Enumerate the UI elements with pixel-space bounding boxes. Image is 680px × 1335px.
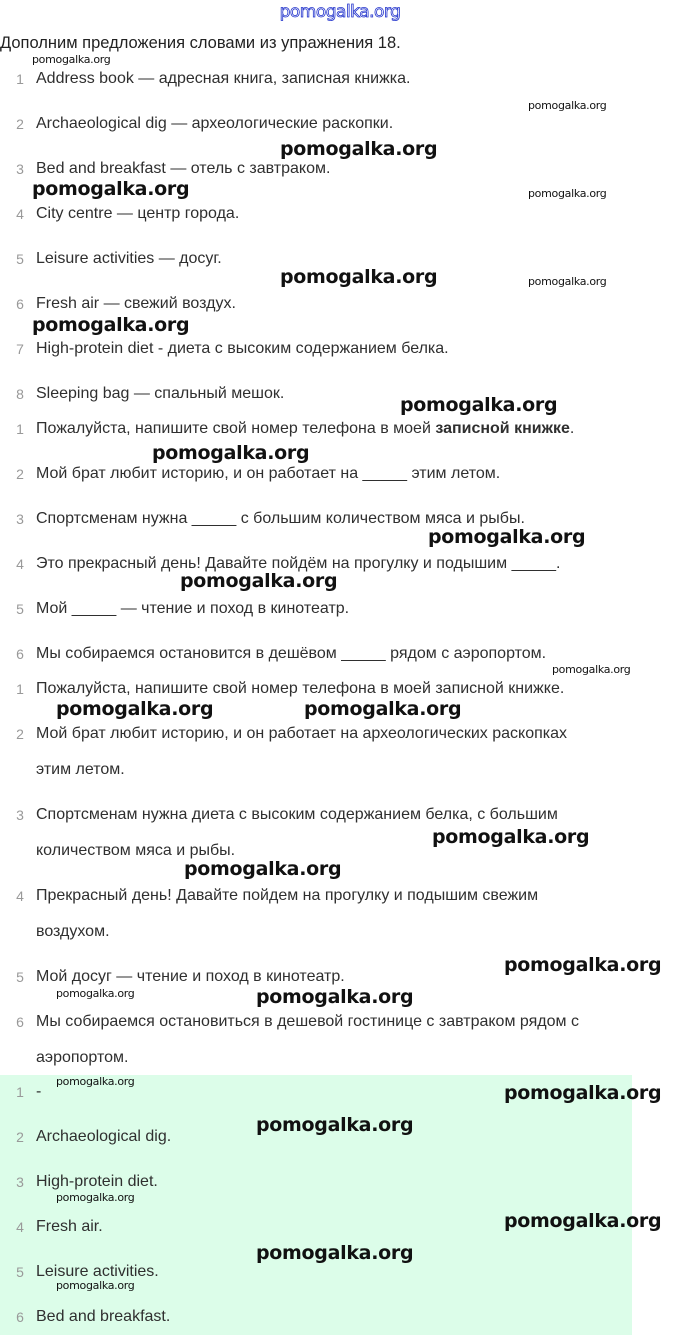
item-text: Archaeological dig. xyxy=(36,1128,172,1145)
item-number: 5 xyxy=(16,969,24,985)
item-text-end: . xyxy=(569,420,575,437)
item-text: Мой _____ — чтение и поход в кинотеатр. xyxy=(36,600,350,617)
watermark: pomogalka.org xyxy=(432,826,590,848)
watermark: pomogalka.org xyxy=(56,698,214,720)
item-number: 7 xyxy=(16,341,24,357)
item-number: 1 xyxy=(16,681,24,697)
watermark: pomogalka.org xyxy=(528,187,607,200)
item-text: - xyxy=(36,1083,42,1100)
watermark: pomogalka.org xyxy=(56,1279,135,1292)
item-text: Пожалуйста, напишите свой номер телефона в моей записной книжке. xyxy=(36,680,565,697)
item-number: 8 xyxy=(16,386,24,402)
item-number: 4 xyxy=(16,556,24,572)
watermark: pomogalka.org xyxy=(152,442,310,464)
site-logo[interactable]: pomogalka.org xyxy=(279,2,401,22)
item-text: Спортсменам нужна диета с высоким содержанием белка, с большим количеством мяса и рыбы. xyxy=(36,806,558,859)
item-text: Мы собираемся остановится в дешёвом _____ рядом с аэропортом. xyxy=(36,645,547,662)
item-number: 2 xyxy=(16,1129,24,1145)
item-text: Прекрасный день! Давайте пойдем на прогулку и подышим свежим воздухом. xyxy=(36,887,539,940)
watermark: pomogalka.org xyxy=(184,858,342,880)
item-text: Это прекрасный день! Давайте пойдём на прогулку и подышим _____. xyxy=(36,555,561,572)
item-text: Bed and breakfast. xyxy=(36,1308,171,1325)
item-number: 5 xyxy=(16,601,24,617)
item-text-start: Пожалуйста, напишите свой номер телефона в моей xyxy=(36,420,436,437)
item-number: 2 xyxy=(16,466,24,482)
watermark: pomogalka.org xyxy=(56,1075,135,1088)
item-number: 4 xyxy=(16,888,24,904)
watermark: pomogalka.org xyxy=(32,314,190,336)
item-number: 1 xyxy=(16,71,24,87)
item-text: Archaeological dig — археологические раскопки. xyxy=(36,115,394,132)
item-number: 3 xyxy=(16,1174,24,1190)
watermark: pomogalka.org xyxy=(280,266,438,288)
item-text: Fresh air — свежий воздух. xyxy=(36,295,236,312)
watermark: pomogalka.org xyxy=(32,53,111,66)
item-number: 6 xyxy=(16,646,24,662)
item-number: 6 xyxy=(16,1014,24,1030)
item-number: 4 xyxy=(16,1219,24,1235)
item-number: 6 xyxy=(16,1309,24,1325)
watermark: pomogalka.org xyxy=(400,394,558,416)
item-number: 4 xyxy=(16,206,24,222)
watermark: pomogalka.org xyxy=(504,954,662,976)
watermark: pomogalka.org xyxy=(256,986,414,1008)
item-number: 1 xyxy=(16,1084,24,1100)
item-number: 3 xyxy=(16,511,24,527)
watermark: pomogalka.org xyxy=(256,1242,414,1264)
item-number: 5 xyxy=(16,251,24,267)
item-number: 6 xyxy=(16,296,24,312)
task-heading: Дополним предложения словами из упражнения 18. xyxy=(0,34,401,52)
watermark: pomogalka.org xyxy=(256,1114,414,1136)
watermark: pomogalka.org xyxy=(304,698,462,720)
watermark: pomogalka.org xyxy=(180,570,338,592)
item-number: 1 xyxy=(16,421,24,437)
item-text-bold: записной книжке xyxy=(435,420,570,437)
watermark: pomogalka.org xyxy=(528,99,607,112)
watermark: pomogalka.org xyxy=(32,178,190,200)
watermark: pomogalka.org xyxy=(56,987,135,1000)
item-text: Fresh air. xyxy=(36,1218,103,1235)
item-text: High-protein diet. xyxy=(36,1173,158,1190)
item-number: 2 xyxy=(16,116,24,132)
item-text: Мой досуг — чтение и поход в кинотеатр. xyxy=(36,968,345,985)
item-text: City centre — центр города. xyxy=(36,205,240,222)
item-text: Bed and breakfast — отель с завтраком. xyxy=(36,160,331,177)
item-text: Спортсменам нужна _____ с большим количеством мяса и рыбы. xyxy=(36,510,525,527)
watermark: pomogalka.org xyxy=(56,1191,135,1204)
item-text: Мой брат любит историю, и он работает на _____ этим летом. xyxy=(36,465,501,482)
item-text: Leisure activities. xyxy=(36,1263,159,1280)
item-text: Мой брат любит историю, и он работает на археологических раскопках этим летом. xyxy=(36,725,568,778)
watermark: pomogalka.org xyxy=(552,663,631,676)
item-text: Мы собираемся остановиться в дешевой гостинице с завтраком рядом с аэропортом. xyxy=(36,1013,579,1066)
watermark: pomogalka.org xyxy=(504,1210,662,1232)
watermark: pomogalka.org xyxy=(504,1082,662,1104)
item-text xyxy=(36,411,676,447)
item-number: 3 xyxy=(16,161,24,177)
item-number: 5 xyxy=(16,1264,24,1280)
watermark: pomogalka.org xyxy=(428,526,586,548)
item-text: Address book — адресная книга, записная книжка. xyxy=(36,70,411,87)
item-text: High-protein diet - диета с высоким содержанием белка. xyxy=(36,340,449,357)
item-text: Leisure activities — досуг. xyxy=(36,250,222,267)
item-text: Sleeping bag — спальный мешок. xyxy=(36,385,285,402)
item-number: 3 xyxy=(16,807,24,823)
item-number: 2 xyxy=(16,726,24,742)
watermark: pomogalka.org xyxy=(280,138,438,160)
watermark: pomogalka.org xyxy=(528,275,607,288)
